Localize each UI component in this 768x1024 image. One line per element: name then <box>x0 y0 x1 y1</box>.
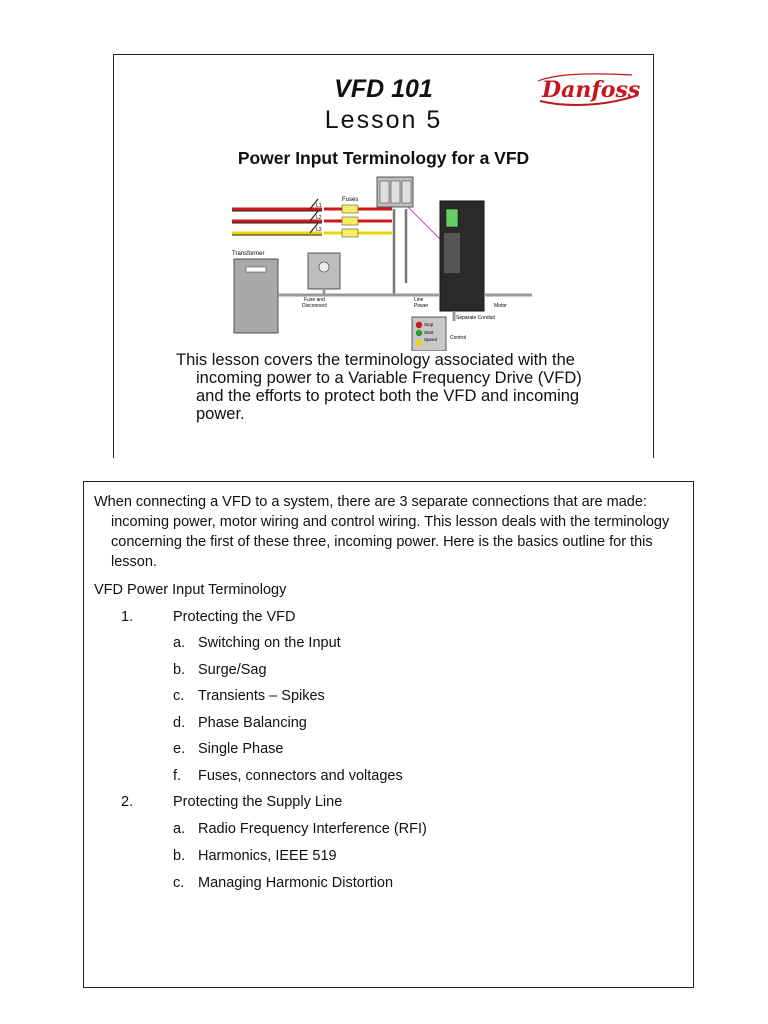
slide-lesson: Lesson 5 <box>324 106 443 134</box>
list-item: Surge/Sag <box>198 662 267 678</box>
item-letter: f. <box>173 768 182 784</box>
fuse-3 <box>342 229 358 237</box>
vfd-drive <box>440 201 484 311</box>
slide-body <box>176 351 596 423</box>
page-edge-mark <box>755 0 761 2</box>
label-speed: Speed <box>424 337 438 342</box>
label-power: Power <box>414 303 429 309</box>
transformer <box>234 259 278 333</box>
list-item: Managing Harmonic Distortion <box>198 875 394 891</box>
slide-title: VFD 101 <box>334 75 433 103</box>
label-l2: L2 <box>316 215 322 221</box>
label-motor: Motor <box>494 303 507 309</box>
slide-frame <box>113 54 654 458</box>
label-l3: L3 <box>316 227 322 233</box>
logo-wordmark: Danfoss <box>542 77 641 103</box>
label-transformer: Transformer <box>232 251 265 257</box>
label-l1: L1 <box>316 203 322 209</box>
list-item: Radio Frequency Interference (RFI) <box>198 821 427 837</box>
item-letter: d. <box>173 715 186 731</box>
notes-box <box>83 481 694 988</box>
list-item: Single Phase <box>198 741 284 757</box>
section-title: Protecting the Supply Line <box>173 794 343 810</box>
item-letter: c. <box>173 875 185 891</box>
slide-subtitle: Power Input Terminology for a VFD <box>237 148 530 168</box>
slide-body-text: This lesson covers the terminology associated with the incoming power to a Variable Frequency Drive (VFD) and the efforts to protect both the VFD and incoming power. <box>176 351 582 423</box>
label-control: Control <box>450 335 467 341</box>
terminal-blocks <box>377 177 413 207</box>
outline-title: VFD Power Input Terminology <box>94 582 287 598</box>
list-item: Transients – Spikes <box>198 688 325 704</box>
list-item: Phase Balancing <box>198 715 307 731</box>
item-letter: b. <box>173 848 186 864</box>
power-input-diagram <box>232 171 532 351</box>
fuse-1 <box>342 205 358 213</box>
notes-intro: When connecting a VFD to a system, there are 3 separate connections that are made: incoming power, motor wiring and control wiring. This lesson deals with the terminology concerning the first of these three, incoming power. Here is the basics outline for this lesson. <box>94 494 670 570</box>
danfoss-logo <box>534 67 644 112</box>
fuse-disconnect <box>308 253 340 289</box>
label-fuses: Fuses <box>342 197 359 203</box>
list-item: Fuses, connectors and voltages <box>198 768 403 784</box>
label-line: Line <box>414 297 424 303</box>
item-letter: e. <box>173 741 186 757</box>
item-letter: c. <box>173 688 185 704</box>
label-separate-conduit: Separate Conduit <box>456 315 495 321</box>
item-letter: a. <box>173 821 186 837</box>
label-stop: Stop <box>424 322 434 327</box>
label-start: Start <box>424 330 434 335</box>
list-item: Switching on the Input <box>198 635 341 651</box>
item-letter: a. <box>173 635 186 651</box>
item-letter: b. <box>173 662 186 678</box>
section-number: 2. <box>121 794 134 810</box>
list-item: Harmonics, IEEE 519 <box>198 848 337 864</box>
section-number: 1. <box>121 609 134 625</box>
label-disconnect: Disconnect <box>302 303 327 309</box>
section-title: Protecting the VFD <box>173 609 296 625</box>
label-fuse-and: Fuse and <box>304 297 325 303</box>
fuse-2 <box>342 217 358 225</box>
